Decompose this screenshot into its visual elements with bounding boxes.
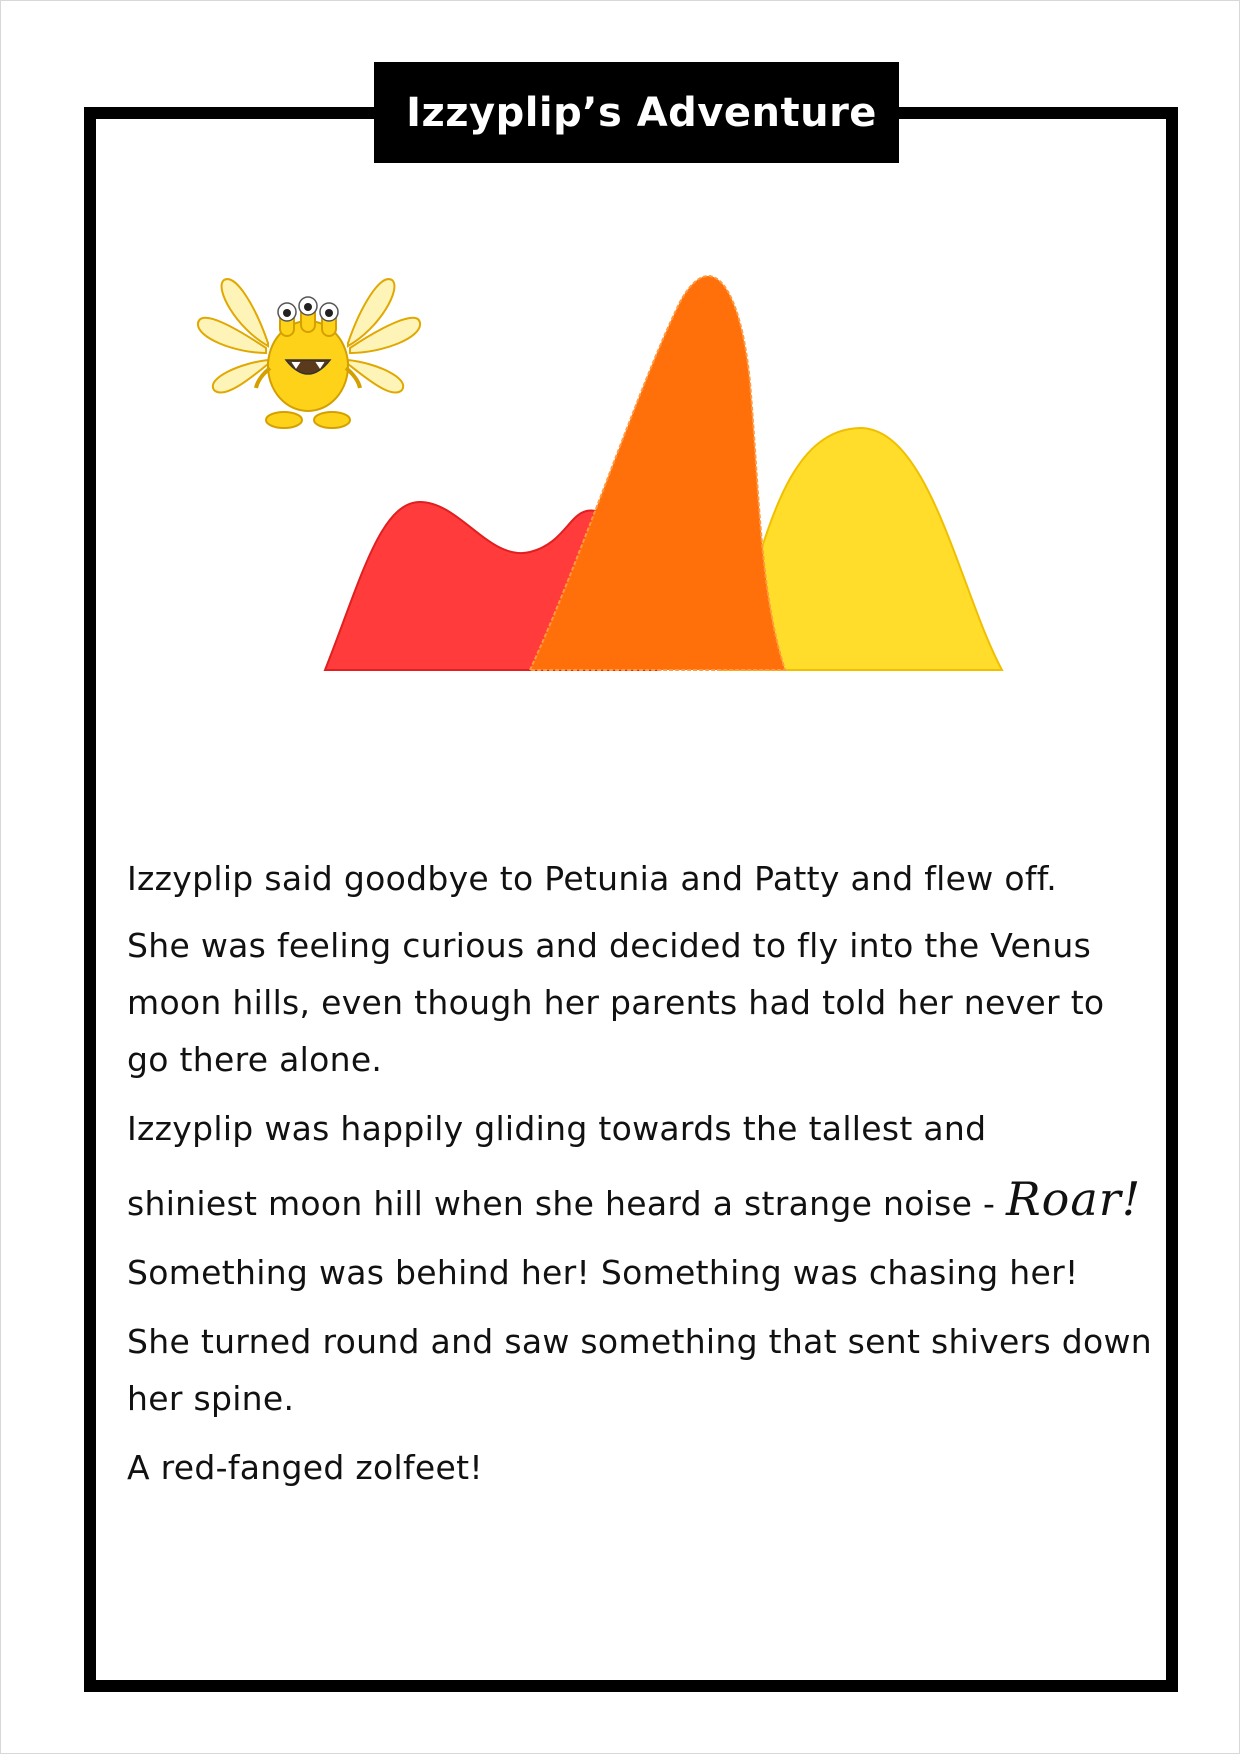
paragraph <box>127 1313 1167 1427</box>
story-line: She was feeling curious and decided to fly into the Venus <box>127 926 1092 965</box>
paragraph <box>127 850 1167 907</box>
moon-hills-illustration <box>320 262 1010 672</box>
story-line: She turned round and saw something that sent shivers down <box>127 1322 1152 1361</box>
paragraph <box>127 1244 1167 1301</box>
story-line: A red-fanged zolfeet! <box>127 1448 483 1487</box>
roar-word: Roar! <box>1006 1172 1142 1226</box>
story-line: her spine. <box>127 1379 295 1418</box>
paragraph <box>127 1439 1167 1496</box>
orange-hill <box>530 276 785 670</box>
story-line: moon hills, even though her parents had told her never to <box>127 983 1105 1022</box>
title-banner <box>374 62 899 163</box>
story-line: shiniest moon hill when she heard a strange noise - <box>127 1184 1007 1223</box>
story-line: Izzyplip was happily gliding towards the tallest and <box>127 1109 987 1148</box>
story-text <box>127 850 1167 1496</box>
paragraph <box>127 1100 1167 1232</box>
story-line: go there alone. <box>127 1040 383 1079</box>
paragraph <box>127 917 1167 1088</box>
story-line: Something was behind her! Something was chasing her! <box>127 1253 1079 1292</box>
page-title: Izzyplip’s Adventure <box>406 89 877 136</box>
story-line: Izzyplip said goodbye to Petunia and Patty and flew off. <box>127 859 1058 898</box>
